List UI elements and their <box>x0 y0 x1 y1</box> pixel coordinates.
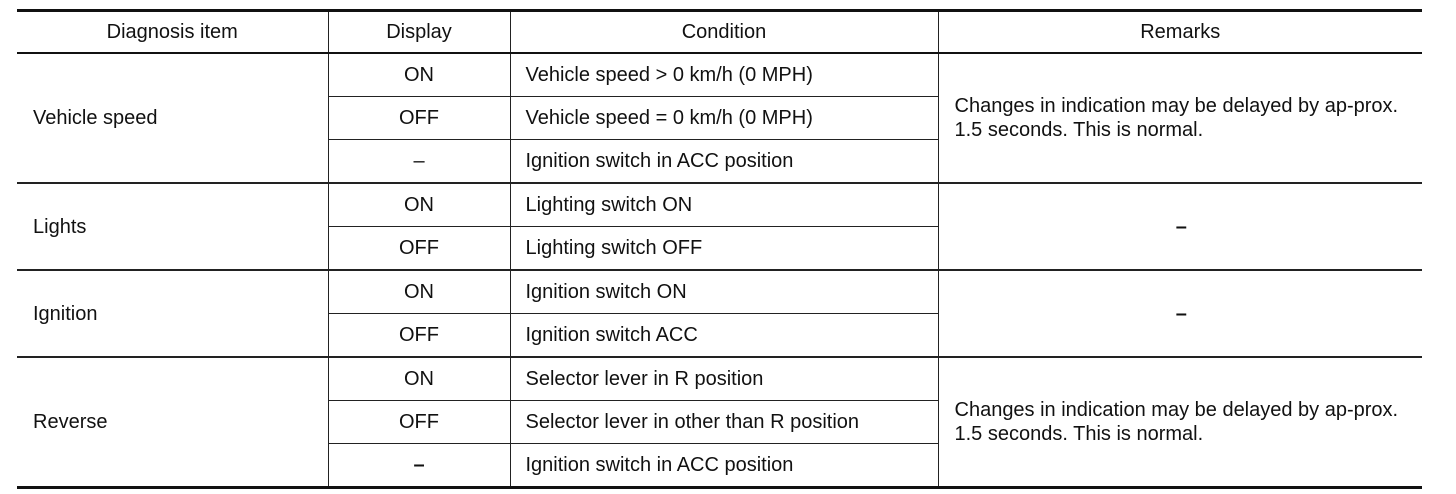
condition-text: Vehicle speed > 0 km/h (0 MPH) <box>510 53 938 97</box>
condition-text: Ignition switch ON <box>510 270 938 314</box>
remarks-lights: – <box>938 183 1422 270</box>
table-row <box>17 53 1422 97</box>
display-value: OFF <box>328 401 510 444</box>
header-diagnosis-item: Diagnosis item <box>17 11 328 54</box>
header-condition: Condition <box>510 11 938 54</box>
display-value: ON <box>328 53 510 97</box>
header-display: Display <box>328 11 510 54</box>
display-value: ON <box>328 270 510 314</box>
display-value: OFF <box>328 97 510 140</box>
condition-text: Ignition switch in ACC position <box>510 444 938 488</box>
diagnosis-item-vehicle-speed: Vehicle speed <box>17 53 328 183</box>
display-value: ON <box>328 357 510 401</box>
header-row <box>17 11 1422 54</box>
condition-text: Vehicle speed = 0 km/h (0 MPH) <box>510 97 938 140</box>
diagnosis-item-reverse: Reverse <box>17 357 328 488</box>
remarks-ignition: – <box>938 270 1422 357</box>
condition-text: Lighting switch OFF <box>510 227 938 271</box>
display-value: OFF <box>328 314 510 358</box>
remarks-reverse: Changes in indication may be delayed by ap-prox. 1.5 seconds. This is normal. <box>938 357 1422 488</box>
remarks-vehicle-speed: Changes in indication may be delayed by ap-prox. 1.5 seconds. This is normal. <box>938 53 1422 183</box>
display-value: ON <box>328 183 510 227</box>
diagnosis-item-ignition: Ignition <box>17 270 328 357</box>
display-value: – <box>328 444 510 488</box>
display-value: – <box>328 140 510 184</box>
condition-text: Ignition switch in ACC position <box>510 140 938 184</box>
display-value: OFF <box>328 227 510 271</box>
condition-text: Selector lever in R position <box>510 357 938 401</box>
condition-text: Selector lever in other than R position <box>510 401 938 444</box>
table-row <box>17 357 1422 401</box>
header-remarks: Remarks <box>938 11 1422 54</box>
table-row <box>17 270 1422 314</box>
table-row <box>17 183 1422 227</box>
diagnosis-item-lights: Lights <box>17 183 328 270</box>
condition-text: Lighting switch ON <box>510 183 938 227</box>
diagnosis-table <box>17 9 1422 489</box>
condition-text: Ignition switch ACC <box>510 314 938 358</box>
